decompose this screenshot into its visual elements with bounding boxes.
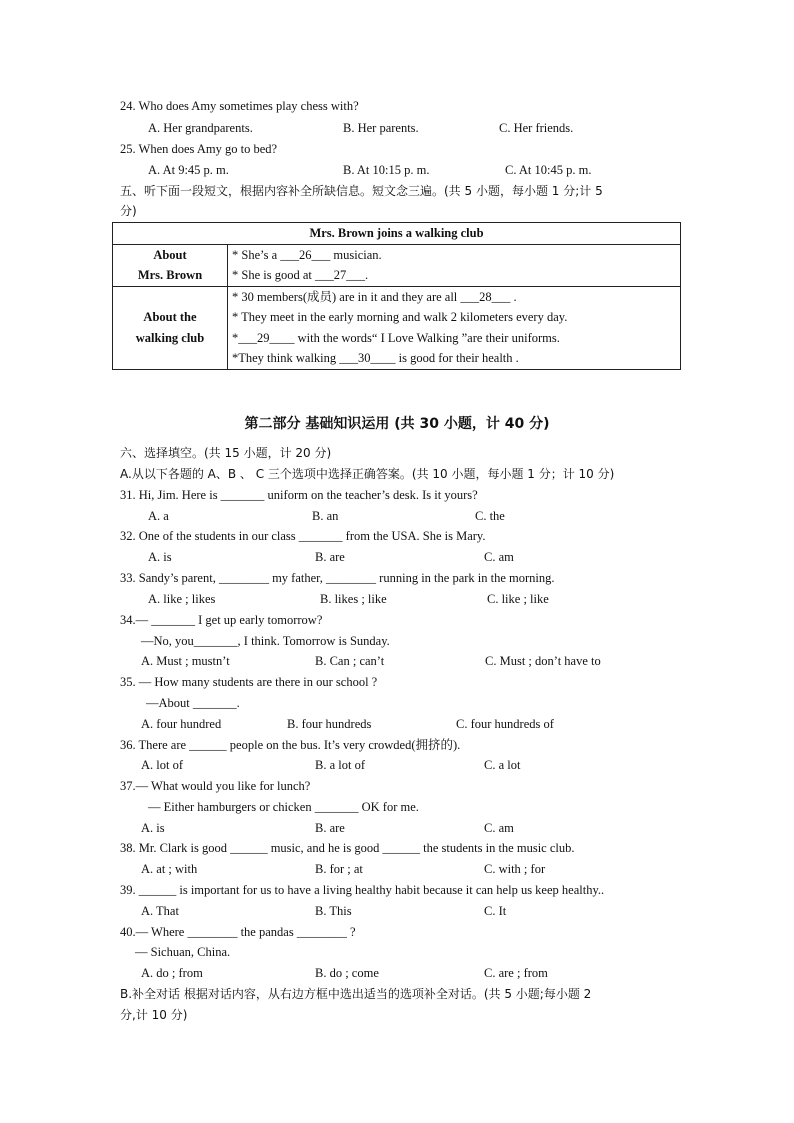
blank-30-line: *They think walking ___30____ is good for their health . (232, 351, 519, 365)
q34-option-c: C. Must ; don’t have to (485, 654, 601, 668)
question-37: 37.— What would you like for lunch? (120, 779, 311, 793)
q37-option-b: B. are (315, 821, 345, 835)
part5-instruction-cont: 分) (120, 204, 137, 218)
q32-option-b: B. are (315, 550, 345, 564)
q34-option-b: B. Can ; can’t (315, 654, 385, 668)
q38-option-b: B. for ; at (315, 862, 363, 876)
blank-26-line: * She’s a ___26___ musician. (232, 247, 382, 262)
question-31: 31. Hi, Jim. Here is _______ uniform on the teacher’s desk. Is it yours? (120, 488, 478, 502)
q33-option-b: B. likes ; like (320, 592, 387, 606)
question-40-reply: — Sichuan, China. (135, 945, 231, 959)
question-24: 24. Who does Amy sometimes play chess with? (120, 99, 359, 113)
q33-option-c: C. like ; like (487, 592, 549, 606)
part6-sub-a: A.从以下各题的 A、B 、 C 三个选项中选择正确答案。(共 10 小题，每小题 1 分；计 10 分) (120, 467, 615, 481)
question-36: 36. There are ______ people on the bus. It’s very crowded(拥挤的). (120, 738, 461, 752)
q39-option-a: A. That (141, 904, 179, 918)
q31-option-a: A. a (148, 509, 169, 523)
q40-option-c: C. are ; from (484, 966, 548, 980)
q25-option-c: C. At 10:45 p. m. (505, 163, 592, 177)
part2-title: 第二部分 基础知识运用 (共 30 小题，计 40 分) (244, 416, 550, 432)
q33-option-a: A. like ; likes (148, 592, 216, 606)
q35-option-c: C. four hundreds of (456, 717, 554, 731)
q40-option-b: B. do ; come (315, 966, 379, 980)
walking-club-table (112, 222, 681, 370)
q31-option-b: B. an (312, 509, 339, 523)
q40-option-a: A. do ; from (141, 966, 203, 980)
question-34-reply: —No, you_______, I think. Tomorrow is Sunday. (141, 634, 390, 648)
question-32: 32. One of the students in our class _______ from the USA. She is Mary. (120, 529, 486, 543)
row-label-mrs-brown: About Mrs. Brown (113, 244, 228, 286)
part-b-instruction-cont: 分,计 10 分) (120, 1008, 188, 1022)
question-34: 34.— _______ I get up early tomorrow? (120, 613, 323, 627)
q36-option-a: A. lot of (141, 758, 184, 772)
question-25: 25. When does Amy go to bed? (120, 142, 278, 156)
row-label-walking-club: About the walking club (113, 286, 228, 369)
blank-27-line: * She is good at ___27___. (232, 268, 369, 282)
q32-option-a: A. is (148, 550, 172, 564)
q32-option-c: C. am (484, 550, 514, 564)
q24-option-c: C. Her friends. (499, 121, 574, 135)
q36-option-c: C. a lot (484, 758, 521, 772)
q36-option-b: B. a lot of (315, 758, 365, 772)
q31-option-c: C. the (475, 509, 505, 523)
q37-option-c: C. am (484, 821, 514, 835)
question-39: 39. ______ is important for us to have a living healthy habit because it can help us keep healthy.. (120, 883, 605, 897)
row-content-walking-club (228, 286, 681, 369)
club-meeting-line: * They meet in the early morning and walk 2 kilometers every day. (232, 310, 568, 324)
question-35-reply: —About _______. (146, 696, 240, 710)
q35-option-b: B. four hundreds (287, 717, 372, 731)
q37-option-a: A. is (141, 821, 165, 835)
q35-option-a: A. four hundred (141, 717, 222, 731)
q25-option-a: A. At 9:45 p. m. (148, 163, 229, 177)
q39-option-b: B. This (315, 904, 352, 918)
part6-heading: 六、选择填空。(共 15 小题，计 20 分) (120, 446, 332, 460)
part-b-instruction: B.补全对话 根据对话内容，从右边方框中选出适当的选项补全对话。(共 5 小题;每小题 2 (120, 987, 592, 1001)
blank-28-line: * 30 members(成员) are in it and they are all ___28___ . (232, 289, 517, 304)
q34-option-a: A. Must ; mustn’t (141, 654, 230, 668)
question-33: 33. Sandy’s parent, ________ my father, ________ running in the park in the morning. (120, 571, 555, 585)
q38-option-a: A. at ; with (141, 862, 198, 876)
row-content-mrs-brown (228, 244, 681, 286)
q38-option-c: C. with ; for (484, 862, 546, 876)
question-40: 40.— Where ________ the pandas ________ ? (120, 925, 356, 939)
question-38: 38. Mr. Clark is good ______ music, and he is good ______ the students in the music club. (120, 841, 575, 855)
question-37-reply: — Either hamburgers or chicken _______ OK for me. (148, 800, 419, 814)
part5-instruction: 五、听下面一段短文，根据内容补全所缺信息。短文念三遍。(共 5 小题，每小题 1 分;计 5 (120, 184, 603, 198)
q24-option-b: B. Her parents. (343, 121, 419, 135)
q25-option-b: B. At 10:15 p. m. (343, 163, 430, 177)
q39-option-c: C. It (484, 904, 507, 918)
q24-option-a: A. Her grandparents. (148, 121, 253, 135)
blank-29-line: *___29____ with the words“ I Love Walking ”are their uniforms. (232, 330, 560, 345)
table-title: Mrs. Brown joins a walking club (113, 223, 681, 245)
question-35: 35. — How many students are there in our school ? (120, 675, 378, 689)
